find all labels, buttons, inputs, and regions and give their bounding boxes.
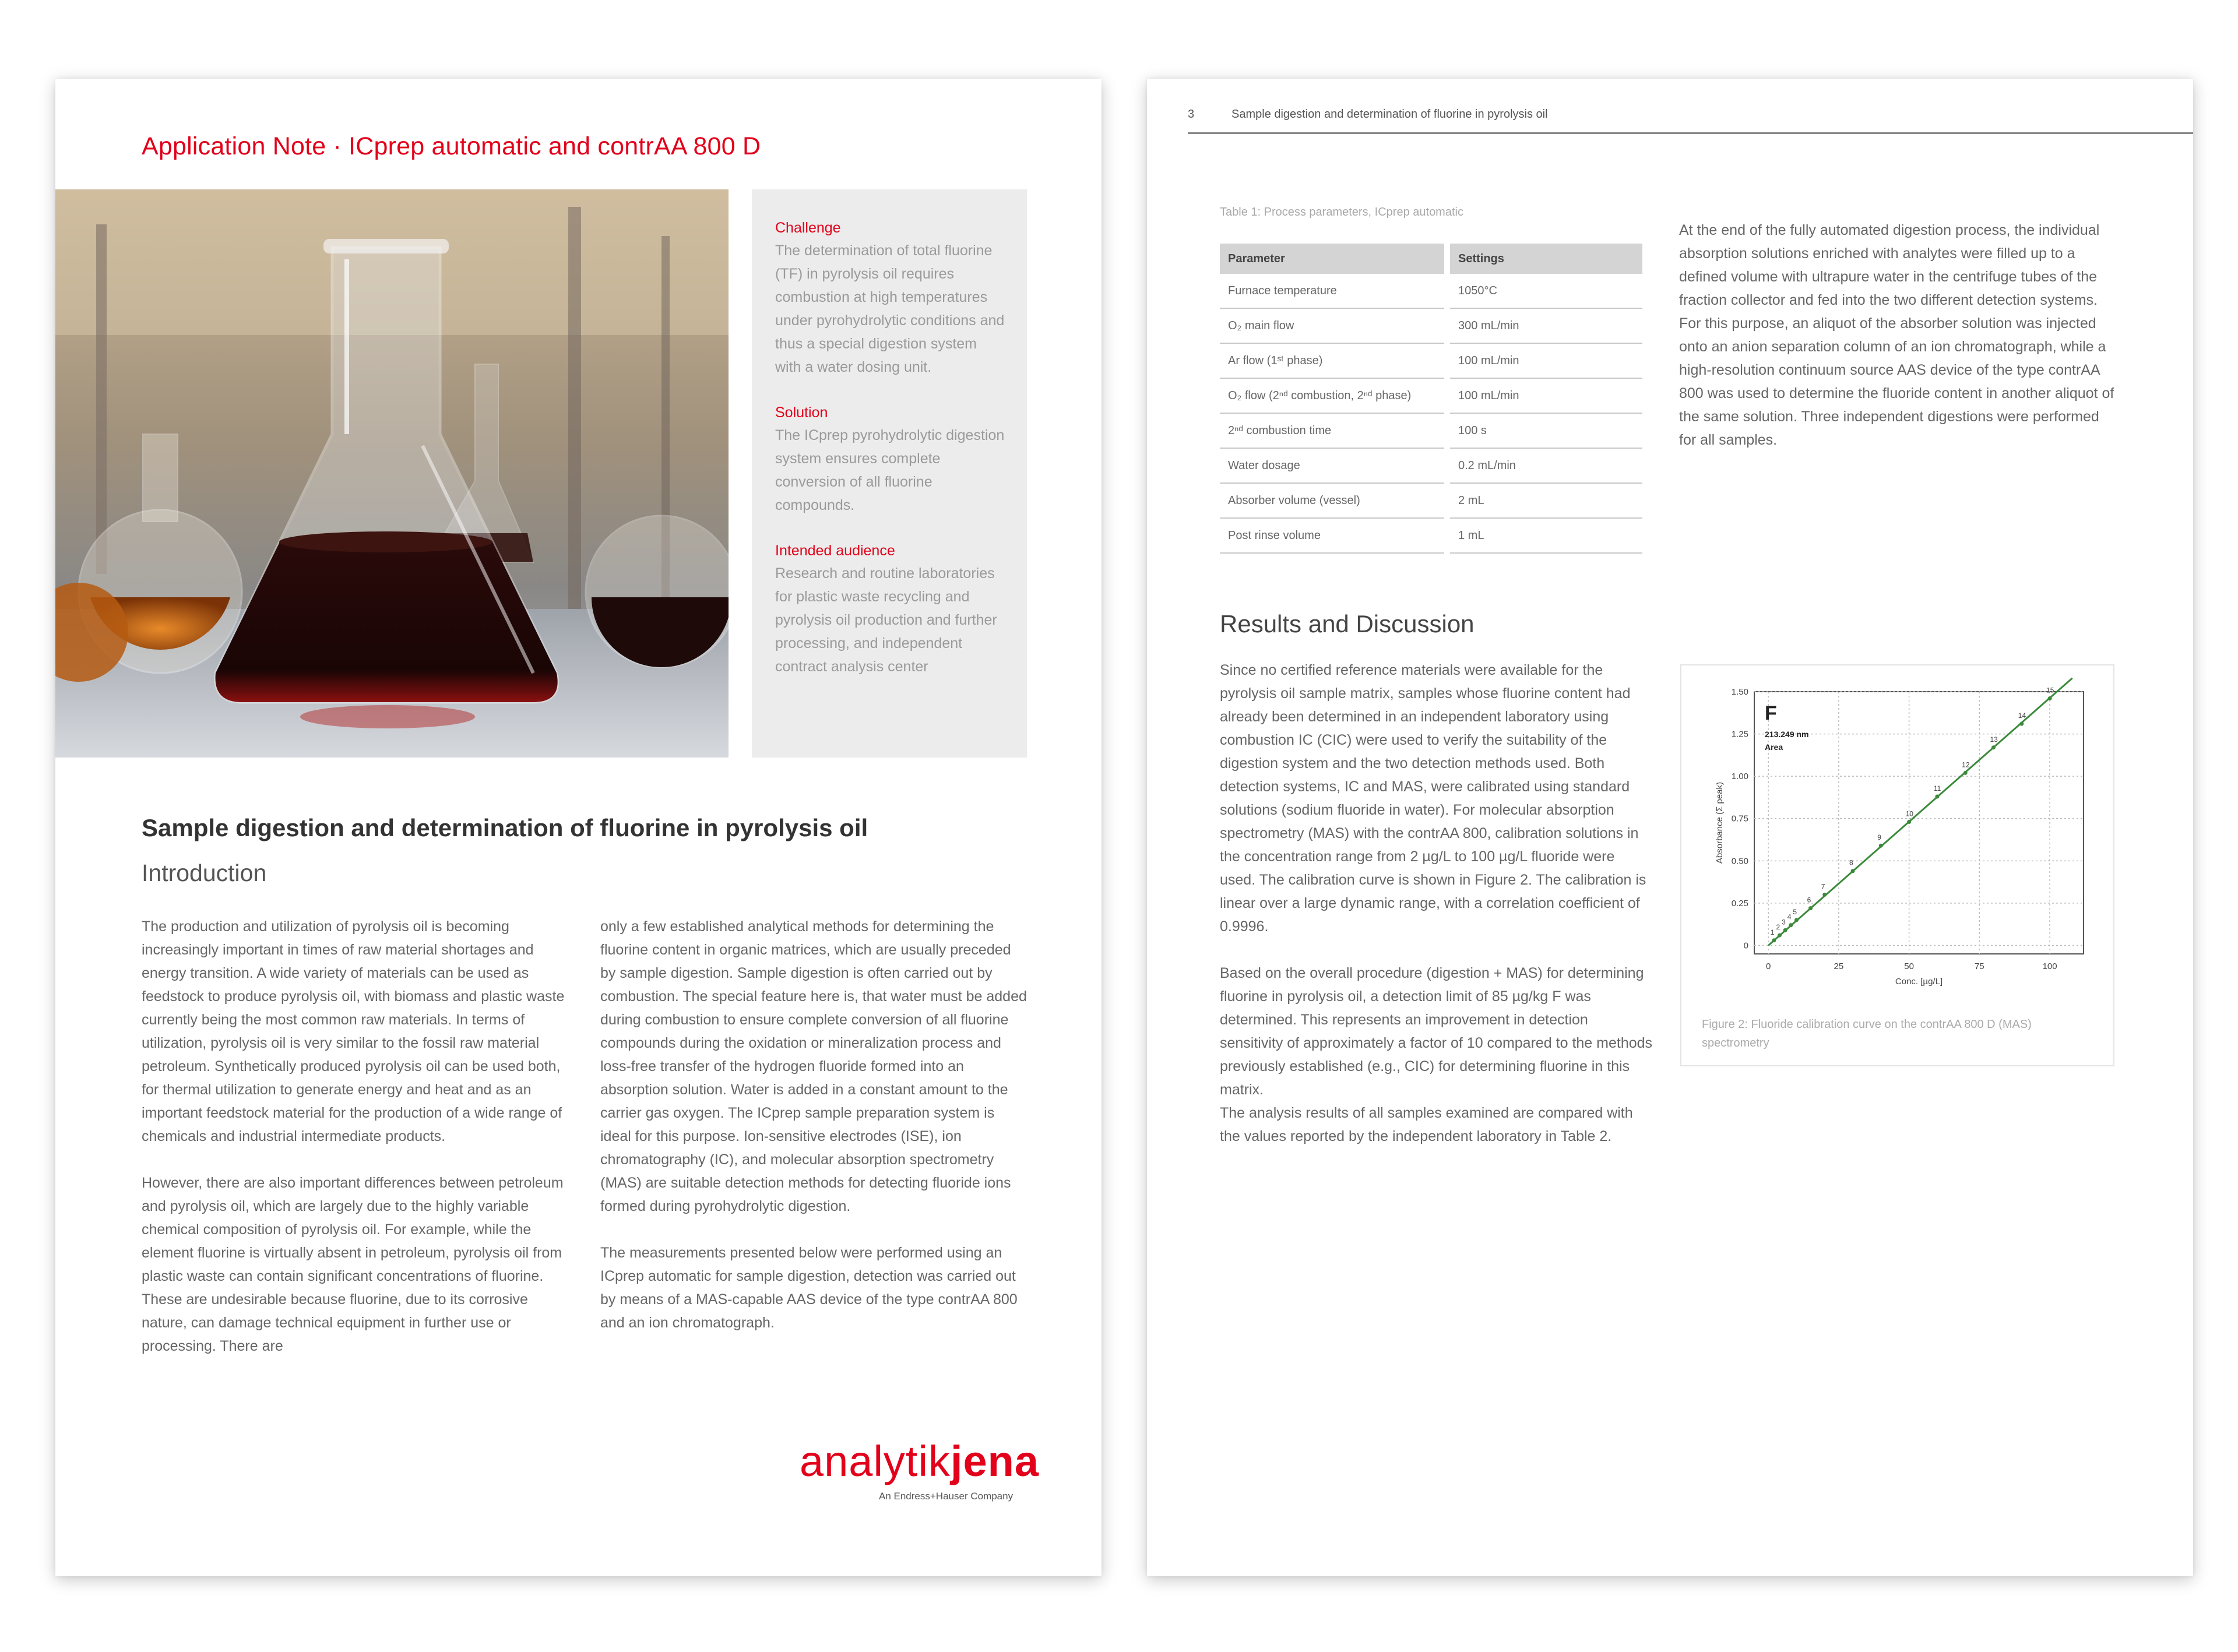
table-row — [1220, 344, 1642, 379]
point-label: 11 — [1933, 784, 1941, 792]
running-header — [1188, 108, 2193, 134]
table-caption: Table 1: Process parameters, ICprep automatic — [1220, 206, 1463, 219]
point-label: 6 — [1807, 896, 1811, 904]
setting-cell: 1050°C — [1450, 274, 1642, 309]
x-axis-label: Conc. [µg/L] — [1895, 977, 1943, 987]
digestion-process-text: At the end of the fully automated digestion process, the individual absorption solutions enriched with analytes were filled up to a defined volume with ultrapure water in the centrifuge tubes of the fraction collector and fed into the two different detection systems. For this purpose, an aliquot of the absorber solution was injected onto an anion separation column of an ion chromatograph, while a high-resolution continuum source AAS device of the type contrAA 800 was used to determine the fluoride content in another aliquot of the same solution. Three independent digestions were performed for all samples. — [1679, 222, 2114, 448]
point-label: 14 — [2018, 711, 2026, 720]
y-axis-label: Absorbance (Σ peak) — [1715, 781, 1725, 864]
y-tick-label: 0.50 — [1731, 856, 1748, 866]
document-page-1 — [55, 79, 1102, 1576]
lab-flask-photo — [55, 189, 729, 758]
solution-heading: Solution — [775, 404, 828, 421]
calibration-point — [1991, 745, 1996, 749]
paragraph: The analysis results of all samples examined are compared with the values reported by the independent laboratory in Table 2. — [1220, 1105, 1633, 1144]
y-tick-label: 0.25 — [1731, 898, 1748, 908]
parameter-cell: Post rinse volume — [1220, 519, 1444, 554]
x-tick-label: 50 — [1904, 961, 1914, 971]
calibration-point — [1963, 771, 1968, 775]
point-label: 15 — [2046, 686, 2054, 695]
calibration-point — [1822, 893, 1827, 897]
y-tick-label: 0 — [1743, 941, 1748, 951]
wavelength-label: 213.249 nm — [1765, 730, 1809, 739]
calibration-point — [1794, 918, 1799, 922]
paragraph: Based on the overall procedure (digestion + MAS) for determining fluorine in pyrolysis oil, a detection limit of 85 µg/kg F was determined. This represents an improvement in detection sensitivity of approximately a factor of 10 compared to the methods previously established (e.g., CIC) for determining fluorine in this matrix. — [1220, 965, 1653, 1098]
x-tick-label: 25 — [1834, 961, 1844, 971]
x-tick-label: 0 — [1765, 961, 1771, 971]
paragraph: Since no certified reference materials were available for the pyrolysis oil sample matrix, samples whose fluorine content had already been determined in an independent laboratory using combustion IC (CIC) were used to verify the suitability of the digestion system and the two detection methods used. Both detection systems, IC and MAS, were calibrated using standard solutions (sodium fluoride in water). For molecular absorption spectrometry (MAS) with the contrAA 800, calibration solutions in the concentration range from 2 µg/L to 100 µg/L fluoride were used. The calibration curve is shown in Figure 2. The calibration is linear over a large dynamic range, with a correlation coefficient of 0.9996. — [1220, 662, 1646, 935]
calibration-point — [1789, 923, 1793, 927]
challenge-text: The determination of total fluorine (TF) in pyrolysis oil requires combustion at high temperatures under pyrohydrolytic conditions and thus a special digestion system with a water dosing unit. — [775, 242, 1005, 375]
setting-cell: 2 mL — [1450, 484, 1642, 519]
point-label: 9 — [1877, 833, 1881, 842]
table-row — [1220, 519, 1642, 554]
document-title: Sample digestion and determination of fluorine in pyrolysis oil — [142, 814, 868, 841]
calibration-point — [1778, 934, 1782, 938]
paragraph: The measurements presented below were performed using an ICprep automatic for sample digestion, detection was carried out by means of a MAS-capable AAS device of the type contrAA 800 and an ion chromatograph. — [600, 1245, 1018, 1331]
x-tick-label: 100 — [2042, 961, 2057, 971]
y-tick-label: 1.25 — [1731, 729, 1748, 739]
calibration-point — [2048, 696, 2052, 700]
parameter-cell: Water dosage — [1220, 449, 1444, 484]
setting-cell: 1 mL — [1450, 519, 1642, 554]
calibration-point — [1879, 844, 1883, 848]
analytikjena-logo — [800, 1436, 1039, 1486]
point-label: 12 — [1962, 760, 1970, 769]
calibration-point — [1808, 906, 1813, 910]
solution-text: The ICprep pyrohydrolytic digestion system ensures complete conversion of all fluorine compounds. — [775, 427, 1005, 513]
logo-part-b: jena — [950, 1437, 1039, 1485]
setting-cell: 100 mL/min — [1450, 379, 1642, 414]
challenge-heading: Challenge — [775, 220, 841, 236]
parameter-cell: 2ⁿᵈ combustion time — [1220, 414, 1444, 449]
parameter-cell: Ar flow (1ˢᵗ phase) — [1220, 344, 1444, 379]
table-row — [1220, 309, 1642, 344]
table-row — [1220, 414, 1642, 449]
results-column — [1220, 658, 1654, 1171]
paragraph: The production and utilization of pyrolysis oil is becoming increasingly important in times of raw material shortages and energy transition. A wide variety of materials can be used as feedstock to produce pyrolysis oil, with biomass and plastic waste currently being the most common raw materials. In terms of utilization, pyrolysis oil is very similar to the fossil raw material petroleum. Synthetically produced pyrolysis oil can be used both, for thermal utilization to generate energy and heat and as an important feedstock material for the production of a wide range of chemicals and industrial intermediate products. — [142, 918, 565, 1144]
introduction-heading: Introduction — [142, 860, 267, 886]
audience-heading: Intended audience — [775, 543, 895, 559]
parameter-cell: Absorber volume (vessel) — [1220, 484, 1444, 519]
point-label: 2 — [1776, 923, 1780, 932]
element-label: F — [1765, 702, 1777, 724]
setting-cell: 300 mL/min — [1450, 309, 1642, 344]
calibration-point — [1935, 795, 1939, 799]
calibration-figure — [1680, 664, 2114, 1066]
page-number: 3 — [1188, 108, 1195, 121]
point-label: 5 — [1793, 907, 1797, 916]
introduction-column-1 — [142, 915, 570, 1381]
header-parameter: Parameter — [1220, 244, 1444, 274]
setting-cell: 100 mL/min — [1450, 344, 1642, 379]
table-row — [1220, 379, 1642, 414]
point-label: 10 — [1905, 809, 1913, 818]
parameter-cell: O₂ main flow — [1220, 309, 1444, 344]
point-label: 8 — [1849, 858, 1853, 867]
point-label: 7 — [1821, 882, 1825, 891]
table-row — [1220, 449, 1642, 484]
calibration-point — [1783, 928, 1787, 932]
calibration-point — [1907, 820, 1911, 824]
header-settings: Settings — [1450, 244, 1642, 274]
y-tick-label: 0.75 — [1731, 813, 1748, 824]
point-label: 3 — [1782, 918, 1786, 927]
parameter-cell: Furnace temperature — [1220, 274, 1444, 309]
point-label: 13 — [1990, 735, 1998, 744]
table-header-row — [1220, 244, 1642, 274]
point-label: 1 — [1770, 928, 1775, 936]
setting-cell: 100 s — [1450, 414, 1642, 449]
table-row — [1220, 274, 1642, 309]
calibration-point — [1851, 869, 1855, 873]
x-tick-label: 75 — [1974, 961, 1984, 971]
calibration-point — [1772, 938, 1776, 942]
figure-caption: Figure 2: Fluoride calibration curve on the contrAA 800 D (MAS) spectrometry — [1702, 1018, 2032, 1049]
process-parameters-table — [1214, 244, 1648, 554]
paragraph: However, there are also important differences between petroleum and pyrolysis oil, which are largely due to the highly variable chemical composition of pyrolysis oil. For example, while the element fluorine is virtually absent in petroleum, pyrolysis oil from plastic waste can contain significant concentrations of fluorine. These are undesirable because fluorine, due to its corrosive nature, can damage technical equipment in further use or processing. There are — [142, 1175, 564, 1354]
y-tick-label: 1.00 — [1731, 772, 1748, 782]
logo-part-a: analytik — [800, 1437, 951, 1485]
calibration-chart — [1681, 665, 2116, 1009]
logo-tagline: An Endress+Hauser Company — [879, 1491, 1014, 1502]
y-tick-label: 1.50 — [1731, 687, 1748, 697]
evaluation-label: Area — [1765, 742, 1783, 752]
results-heading: Results and Discussion — [1220, 610, 1475, 637]
table-row — [1220, 484, 1642, 519]
summary-sidebar — [752, 189, 1027, 758]
parameter-cell: O₂ flow (2ⁿᵈ combustion, 2ⁿᵈ phase) — [1220, 379, 1444, 414]
audience-text: Research and routine laboratories for plastic waste recycling and pyrolysis oil production and further processing, and independent contract analysis center — [775, 565, 997, 675]
introduction-column-2 — [600, 915, 1029, 1358]
running-title: Sample digestion and determination of fluorine in pyrolysis oil — [1231, 108, 1548, 121]
document-page-2 — [1147, 79, 2193, 1576]
point-label: 4 — [1787, 913, 1792, 921]
calibration-point — [2019, 722, 2024, 726]
setting-cell: 0.2 mL/min — [1450, 449, 1642, 484]
paragraph: only a few established analytical methods for determining the fluorine content in organic matrices, which are usually preceded by sample digestion. Sample digestion is often carried out by combustion. The special feature here is, that water must be added during combustion to ensure complete conversion of all fluorine compounds during the oxidation or mineralization process and loss-free transfer of the hydrogen fluoride formed into an absorption solution. Water is added in a constant amount to the carrier gas oxygen. The ICprep sample preparation system is ideal for this purpose. Ion-sensitive electrodes (ISE), ion chromatography (IC), and molecular absorption spectrometry (MAS) are suitable detection methods for detecting fluoride ions formed during pyrohydrolytic digestion. — [600, 918, 1027, 1214]
application-note-header: Application Note · ICprep automatic and contrAA 800 D — [142, 132, 761, 160]
